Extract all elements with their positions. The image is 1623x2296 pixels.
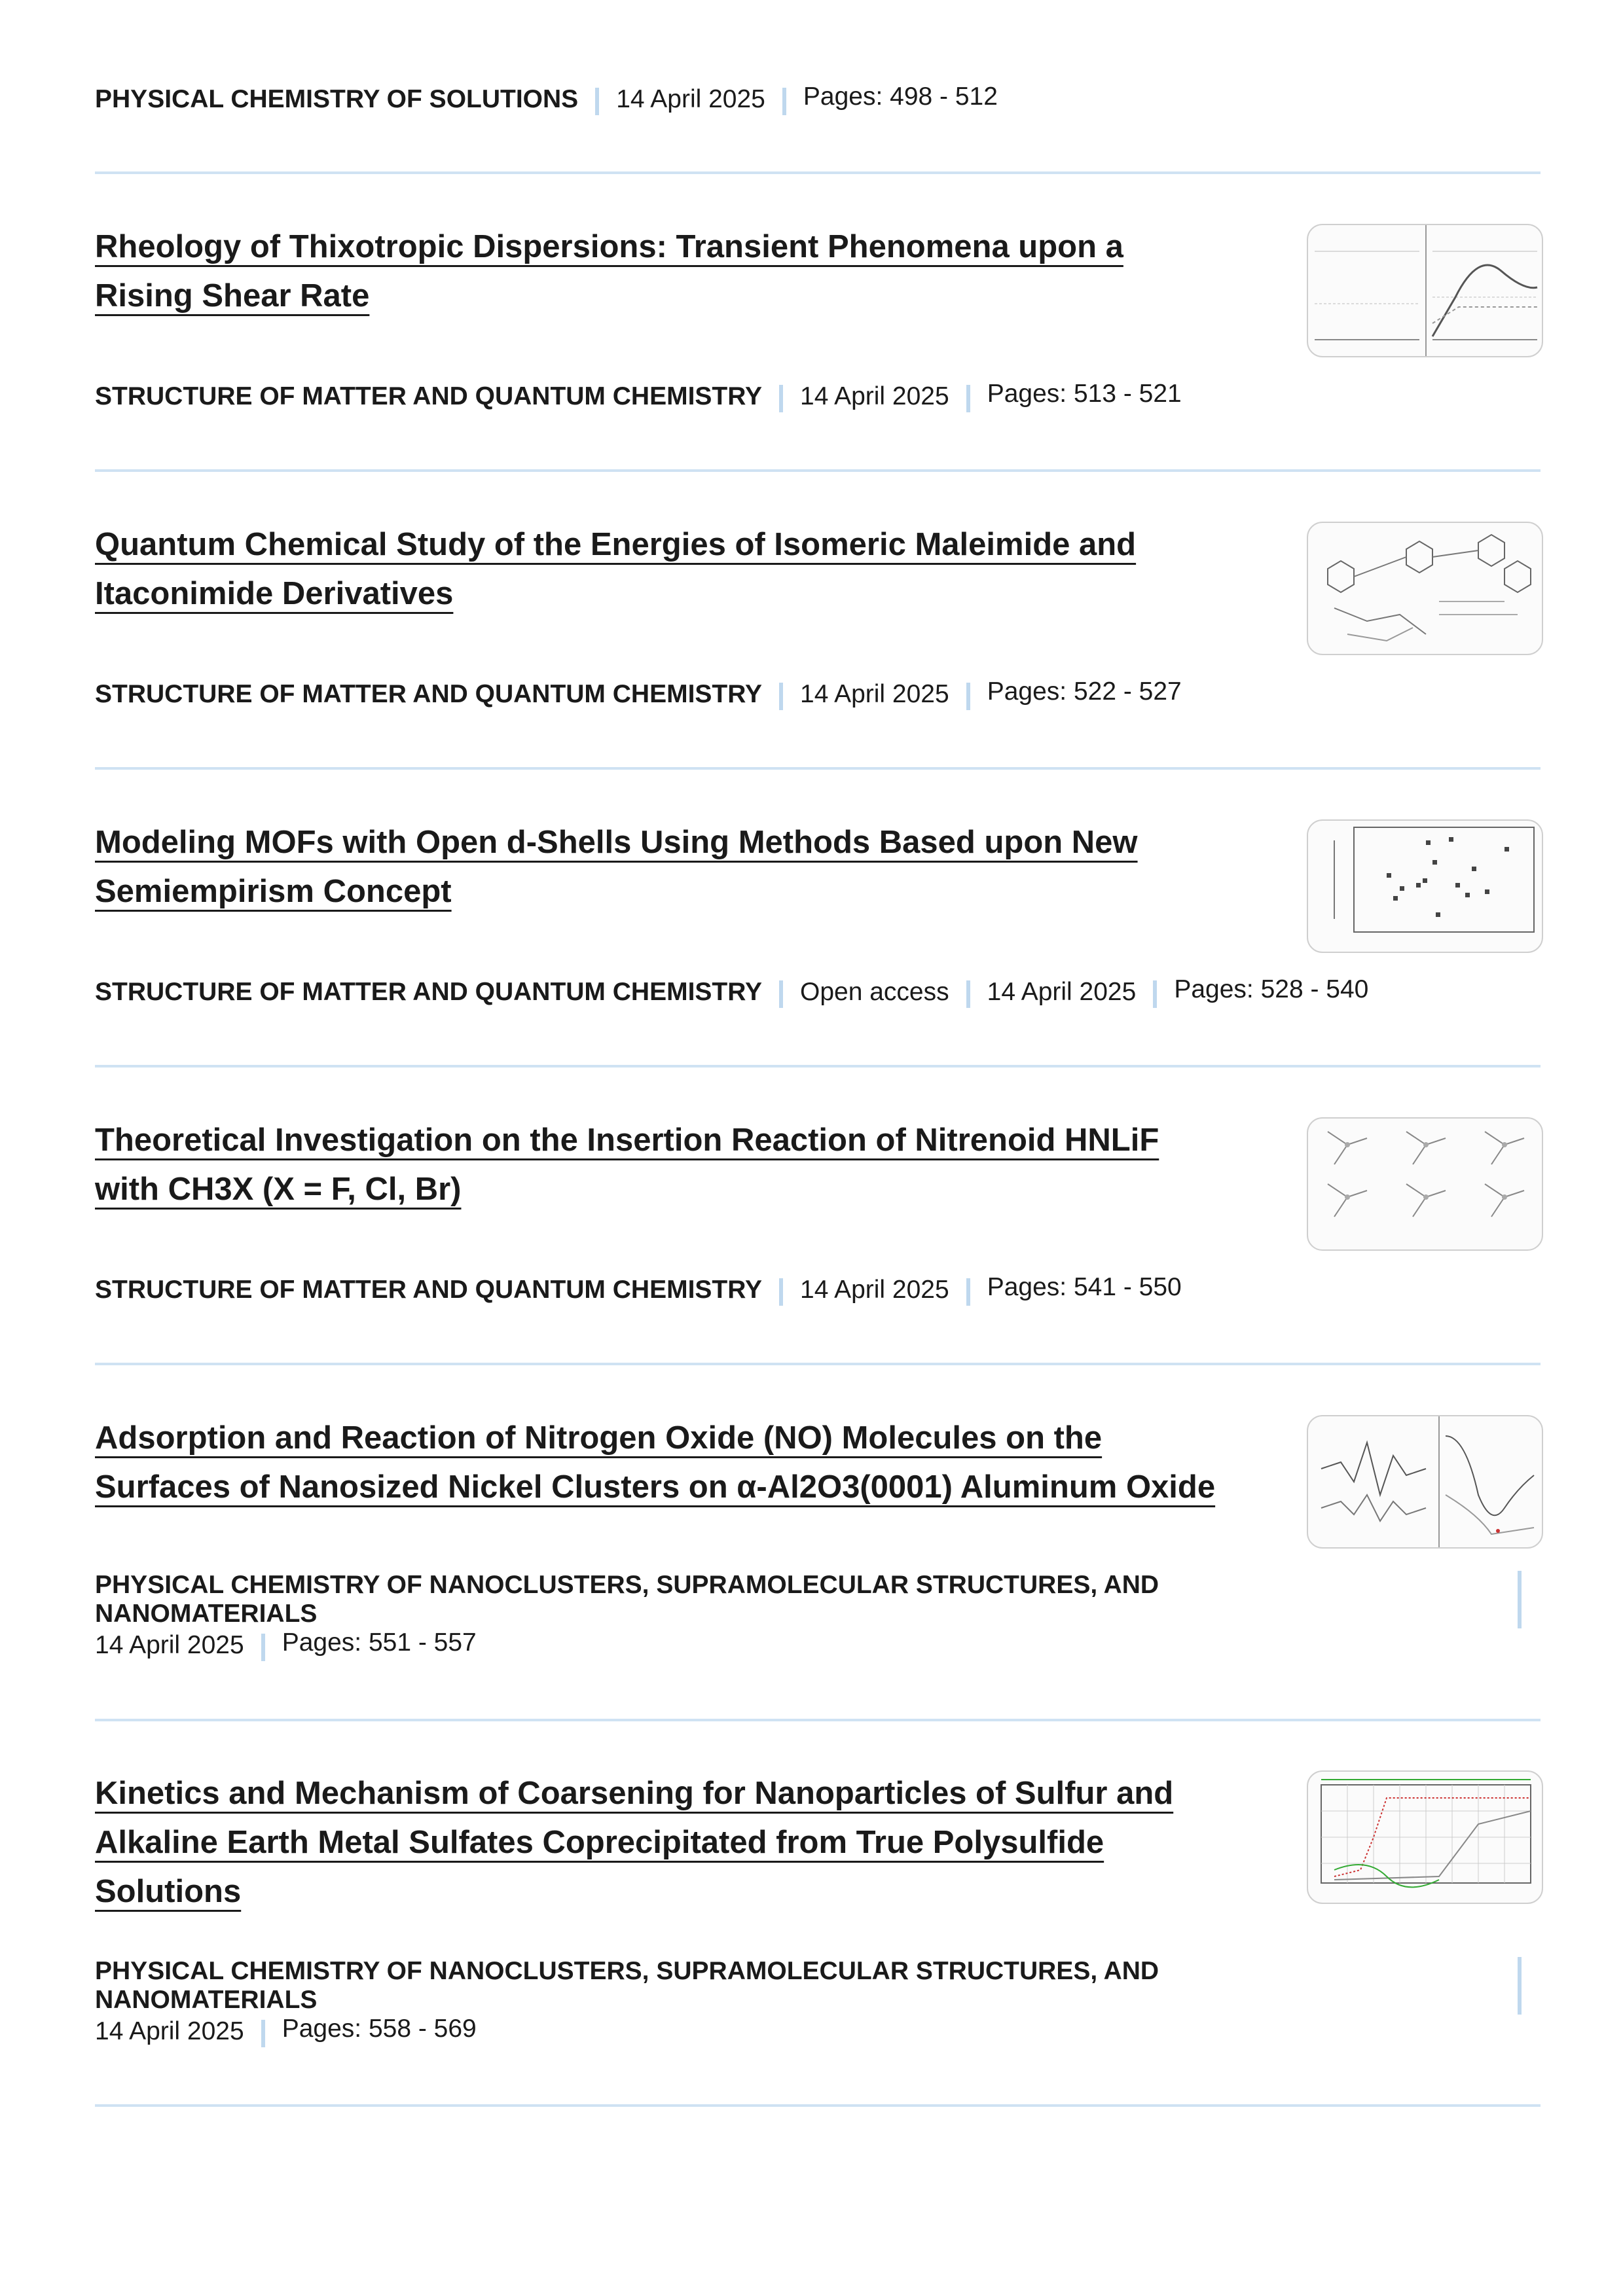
article-title[interactable] bbox=[95, 223, 1234, 321]
date-label: 14 April 2025 bbox=[800, 382, 949, 410]
pages-label: Pages: 522 - 527 bbox=[987, 677, 1182, 706]
article-meta bbox=[95, 977, 1368, 1008]
article-title-link[interactable]: Adsorption and Reaction of Nitrogen Oxide (NO) Molecules on the bbox=[95, 1420, 1103, 1456]
pages-label: Pages: 498 - 512 bbox=[803, 82, 998, 111]
article-meta-row bbox=[95, 1630, 477, 1661]
article-title[interactable] bbox=[95, 520, 1234, 619]
article-meta bbox=[95, 381, 1182, 412]
separator bbox=[966, 980, 970, 1008]
open-access-badge: Open access bbox=[800, 978, 949, 1006]
article-thumbnail[interactable] bbox=[1307, 1117, 1543, 1251]
spectra-graph-image bbox=[1308, 1416, 1542, 1547]
article-thumbnail[interactable] bbox=[1307, 1415, 1543, 1549]
date-label: 14 April 2025 bbox=[987, 978, 1137, 1006]
article-meta bbox=[95, 1274, 1182, 1306]
divider bbox=[95, 1719, 1541, 1721]
separator bbox=[261, 1634, 265, 1661]
article-thumbnail[interactable] bbox=[1307, 224, 1543, 357]
article-title-link[interactable]: Solutions bbox=[95, 1874, 242, 1909]
separator bbox=[595, 88, 599, 115]
category-label[interactable]: STRUCTURE OF MATTER AND QUANTUM CHEMISTRY bbox=[95, 680, 762, 708]
article-title-link[interactable]: Surfaces of Nanosized Nickel Clusters on α-Al2O3(0001) Aluminum Oxide bbox=[95, 1469, 1216, 1505]
separator bbox=[966, 1278, 970, 1306]
divider bbox=[95, 2104, 1541, 2107]
separator bbox=[779, 385, 783, 412]
date-label: 14 April 2025 bbox=[95, 1631, 244, 1659]
article-title[interactable] bbox=[95, 1414, 1234, 1512]
divider bbox=[95, 1065, 1541, 1067]
separator bbox=[782, 88, 786, 115]
top-article-meta bbox=[95, 84, 998, 115]
date-label: 14 April 2025 bbox=[95, 2017, 244, 2045]
separator bbox=[966, 683, 970, 710]
article-title-link[interactable]: Quantum Chemical Study of the Energies of Isomeric Maleimide and bbox=[95, 527, 1137, 562]
separator bbox=[1153, 980, 1157, 1008]
divider bbox=[95, 767, 1541, 770]
date-label: 14 April 2025 bbox=[800, 680, 949, 708]
kinetics-chart-image bbox=[1308, 1772, 1542, 1903]
category-label[interactable]: PHYSICAL CHEMISTRY OF NANOCLUSTERS, SUPRAMOLECULAR STRUCTURES, AND NANOMATERIALS bbox=[95, 1571, 1159, 1628]
divider bbox=[95, 171, 1541, 174]
date-label: 14 April 2025 bbox=[616, 85, 765, 113]
article-title-link[interactable]: Rheology of Thixotropic Dispersions: Transient Phenomena upon a bbox=[95, 229, 1123, 264]
separator bbox=[1518, 1571, 1522, 1628]
article-title-link[interactable]: Kinetics and Mechanism of Coarsening for Nanoparticles of Sulfur and bbox=[95, 1776, 1174, 1811]
category-label[interactable]: PHYSICAL CHEMISTRY OF SOLUTIONS bbox=[95, 85, 579, 113]
separator bbox=[779, 683, 783, 710]
divider bbox=[95, 469, 1541, 472]
article-meta bbox=[95, 679, 1182, 710]
separator bbox=[1518, 1957, 1522, 2015]
article-thumbnail[interactable] bbox=[1307, 1770, 1543, 1904]
article-meta bbox=[95, 1571, 1313, 1628]
article-title-link[interactable]: Alkaline Earth Metal Sulfates Coprecipitated from True Polysulfide bbox=[95, 1825, 1104, 1860]
category-label[interactable]: STRUCTURE OF MATTER AND QUANTUM CHEMISTRY bbox=[95, 1276, 762, 1304]
pages-label: Pages: 541 - 550 bbox=[987, 1273, 1182, 1301]
pages-label: Pages: 551 - 557 bbox=[282, 1628, 477, 1657]
separator bbox=[779, 980, 783, 1008]
reaction-structures-image bbox=[1308, 1119, 1542, 1249]
article-title-link[interactable]: Itaconimide Derivatives bbox=[95, 576, 454, 611]
separator bbox=[779, 1278, 783, 1306]
scatter-plot-image bbox=[1308, 821, 1542, 952]
article-title[interactable] bbox=[95, 1116, 1234, 1214]
article-title-link[interactable]: Semiempirism Concept bbox=[95, 874, 452, 909]
pages-label: Pages: 528 - 540 bbox=[1174, 975, 1369, 1003]
article-title-link[interactable]: with CH3X (X = F, Cl, Br) bbox=[95, 1172, 462, 1207]
molecule-structures-image bbox=[1308, 523, 1542, 654]
date-label: 14 April 2025 bbox=[800, 1276, 949, 1304]
rheology-graph-image bbox=[1308, 225, 1542, 356]
article-title[interactable] bbox=[95, 818, 1234, 916]
article-title-link[interactable]: Modeling MOFs with Open d-Shells Using Methods Based upon New bbox=[95, 825, 1138, 860]
article-title-link[interactable]: Rising Shear Rate bbox=[95, 278, 370, 314]
article-title-link[interactable]: Theoretical Investigation on the Insertion Reaction of Nitrenoid HNLiF bbox=[95, 1122, 1159, 1158]
article-title[interactable] bbox=[95, 1769, 1234, 1916]
article-meta-row bbox=[95, 2016, 477, 2047]
pages-label: Pages: 513 - 521 bbox=[987, 380, 1182, 408]
category-label[interactable]: PHYSICAL CHEMISTRY OF NANOCLUSTERS, SUPRAMOLECULAR STRUCTURES, AND NANOMATERIALS bbox=[95, 1957, 1159, 2014]
article-thumbnail[interactable] bbox=[1307, 522, 1543, 655]
article-meta bbox=[95, 1957, 1313, 2015]
pages-label: Pages: 558 - 569 bbox=[282, 2015, 477, 2043]
separator bbox=[966, 385, 970, 412]
category-label[interactable]: STRUCTURE OF MATTER AND QUANTUM CHEMISTRY bbox=[95, 978, 762, 1006]
article-thumbnail[interactable] bbox=[1307, 819, 1543, 953]
divider bbox=[95, 1363, 1541, 1365]
category-label[interactable]: STRUCTURE OF MATTER AND QUANTUM CHEMISTRY bbox=[95, 382, 762, 410]
separator bbox=[261, 2020, 265, 2047]
